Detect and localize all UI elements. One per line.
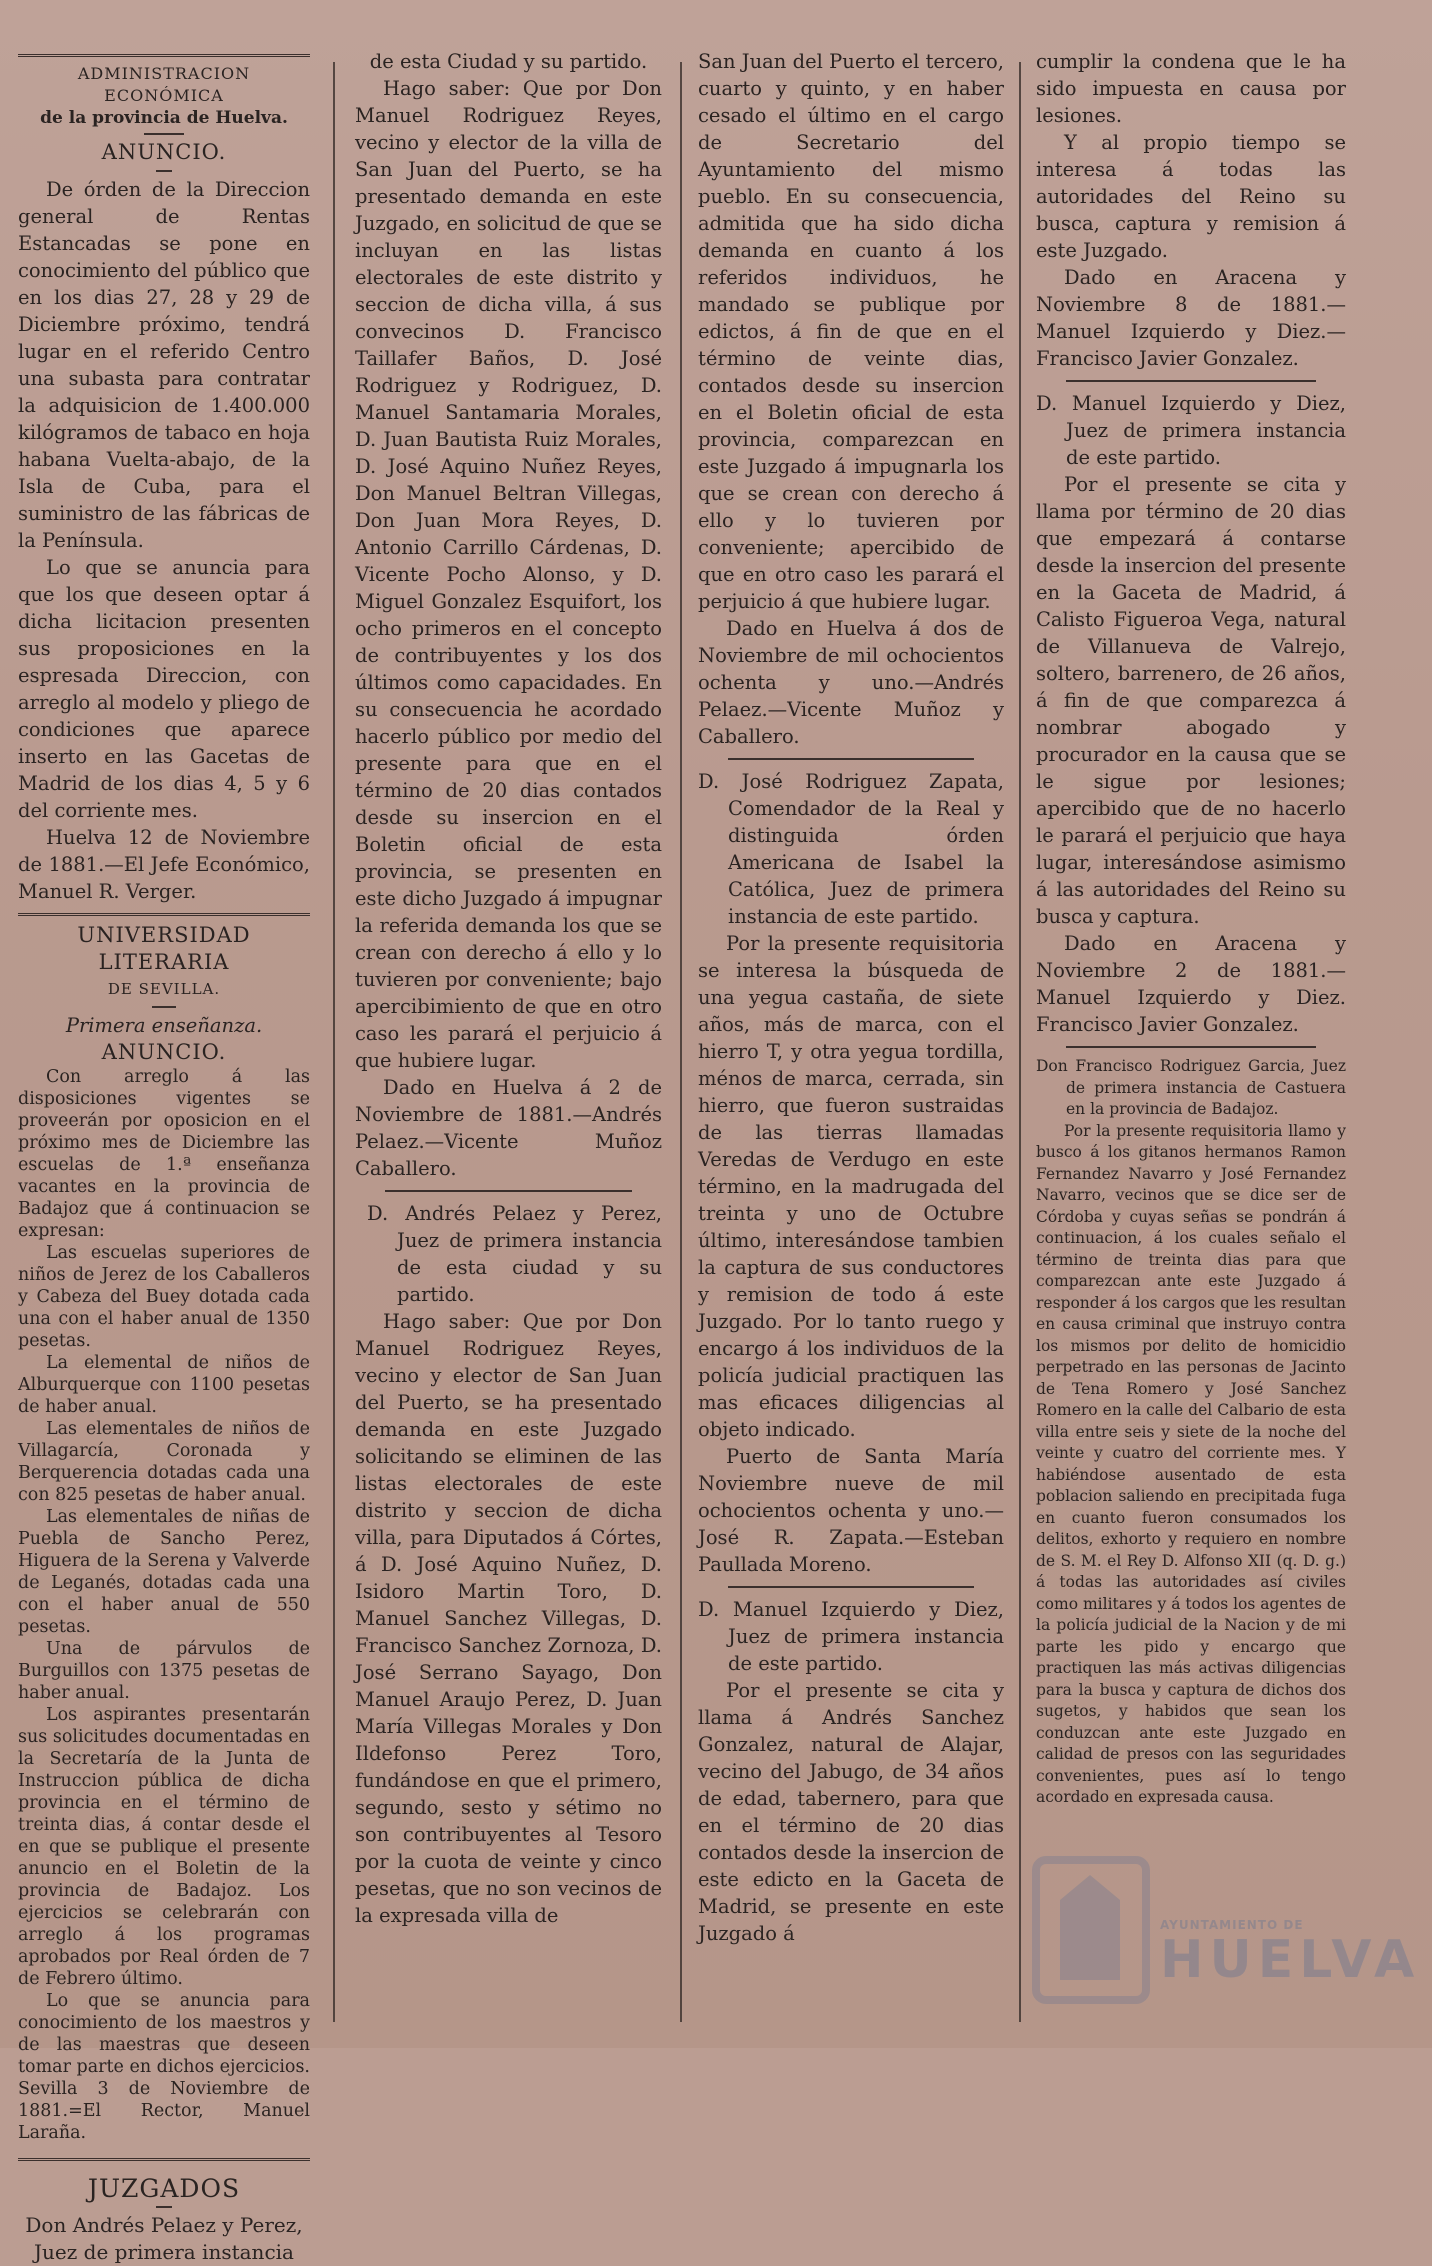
- heading: Don Andrés Pelaez y Perez,: [25, 2213, 303, 2237]
- heading: ADMINISTRACION ECONÓMICA: [77, 64, 251, 105]
- heading: D. Andrés Pelaez y Perez, Juez de primera instancia de esta ciudad y su partido.: [367, 1202, 662, 1306]
- notice-title: ANUNCIO.: [101, 140, 227, 164]
- heading: D. Manuel Izquierdo y Diez, Juez de primera instancia de este partido.: [1036, 392, 1346, 469]
- column-1: [18, 48, 310, 2266]
- paragraph: Huelva 12 de Noviembre de 1881.—El Jefe Económico, Manuel R. Verger.: [18, 826, 310, 903]
- divider: [18, 54, 310, 57]
- divider: [728, 758, 974, 760]
- paragraph: Las elementales de niños de Villagarcía, Coronada y Berquerencia dotadas cada una con 825 pesetas de haber anual.: [18, 1419, 310, 1505]
- paragraph: Lo que se anuncia para que los que deseen optar á dicha licitacion presenten sus proposiciones en la espresada Direccion, con arreglo al modelo y pliego de condiciones que aparece inserto en las Gacetas de Madrid de los dias 4, 5 y 6 del corriente mes.: [18, 556, 310, 822]
- divider: [18, 913, 310, 916]
- paragraph: De órden de la Direccion general de Rentas Estancadas se pone en conocimiento del público que en los dias 27, 28 y 29 de Diciembre próximo, tendrá lugar en el referido Centro una subasta para contratar la adquisicion de 1.400.000 kilógramos de tabaco en hoja habana Vuelta-abajo, de la Isla de Cuba, para el suministro de las fábricas de la Península.: [18, 178, 310, 552]
- heading: Don Francisco Rodriguez Garcia, Juez de primera instancia de Castuera en la provincia de Badajoz.: [1036, 1057, 1346, 1118]
- paragraph: Los aspirantes presentarán sus solicitudes documentadas en la Secretaría de la Junta de Instruccion pública de dicha provincia en el término de treinta dias, á contar desde el en que se publique el presente anuncio en el Boletin de la provincia de Badajoz. Los ejercicios se celebrarán con arreglo á los programas aprobados por Real órden de 7 de Febrero último.: [18, 1705, 310, 1989]
- column-2: [355, 48, 662, 1929]
- divider: [18, 2158, 310, 2161]
- notice-title: ANUNCIO.: [101, 1040, 227, 1064]
- section-title: JUZGADOS: [87, 2174, 241, 2203]
- heading: D. José Rodriguez Zapata, Comendador de la Real y distinguida órden Americana de Isabel la Católica, Juez de primera instancia de este partido.: [698, 770, 1004, 928]
- divider: [728, 1586, 974, 1588]
- paragraph: Dado en Huelva á 2 de Noviembre de 1881.—Andrés Pelaez.—Vicente Muñoz Caballero.: [355, 1076, 662, 1180]
- paragraph: San Juan del Puerto el tercero, cuarto y quinto, y en haber cesado el último en el cargo de Secretario del Ayuntamiento del mismo pueblo. En su consecuencia, admitida que ha sido dicha demanda en cuanto á los referidos individuos, he mandado se publique por edictos, á fin de que en el término de veinte dias, contados desde su insercion en el Boletin oficial de esta provincia, comparezcan en este Juzgado á impugnarla los que se crean con derecho á ello y lo tuvieren por conveniente; apercibido de que en otro caso les parará el perjuicio á que hubiere lugar.: [698, 50, 1004, 613]
- paragraph: Las elementales de niñas de Puebla de Sancho Perez, Higuera de la Serena y Valverde de Leganés, dotadas cada una con el haber anual de 550 pesetas.: [18, 1507, 310, 1637]
- paragraph: Una de párvulos de Burguillos con 1375 pesetas de haber anual.: [18, 1639, 310, 1703]
- paragraph: Dado en Huelva á dos de Noviembre de mil ochocientos ochenta y uno.—Andrés Pelaez.—Vicente Muñoz y Caballero.: [698, 617, 1004, 748]
- paragraph: Por el presente se cita y llama á Andrés Sanchez Gonzalez, natural de Alajar, vecino del Jabugo, de 34 años de edad, tabernero, para que en el término de 20 dias contados desde la insercion de este edicto en la Gaceta de Madrid, se presente en este Juzgado á: [698, 1679, 1004, 1945]
- divider: [1066, 380, 1316, 382]
- column-rule: [1019, 62, 1021, 2022]
- paragraph: Lo que se anuncia para conocimiento de los maestros y de las maestras que deseen tomar parte en dichos ejercicios. Sevilla 3 de Noviembre de 1881.=El Rector, Manuel Laraña.: [18, 1991, 310, 2143]
- heading: de la provincia de Huelva.: [40, 108, 288, 128]
- watermark-text: AYUNTAMIENTO DE HUELVA: [1160, 1918, 1421, 1990]
- paragraph: Por el presente se cita y llama por término de 20 dias que empezará á contarse desde la insercion del presente en la Gaceta de Madrid, á Calisto Figueroa Vega, natural de Villanueva de Valrejo, soltero, barrenero, de 26 años, á fin de que comparezca á nombrar abogado y procurador en la causa que se le sigue por lesiones; apercibido que de no hacerlo le parará el perjuicio que haya lugar, interesándose asimismo á las autoridades del Reino su busca y captura.: [1036, 473, 1346, 928]
- paragraph: Dado en Aracena y Noviembre 8 de 1881.—Manuel Izquierdo y Diez.—Francisco Javier Gonzalez.: [1036, 266, 1346, 370]
- column-rule: [333, 62, 335, 2022]
- paragraph: Las escuelas superiores de niños de Jerez de los Caballeros y Cabeza del Buey dotada cada una con el haber anual de 1350 pesetas.: [18, 1243, 310, 1351]
- divider: [144, 133, 184, 135]
- column-rule: [680, 62, 682, 2022]
- paragraph: cumplir la condena que le ha sido impuesta en causa por lesiones.: [1036, 50, 1346, 127]
- divider: [385, 1190, 632, 1192]
- heading: Primera enseñanza.: [65, 1014, 263, 1037]
- heading: UNIVERSIDAD LITERARIA: [77, 923, 251, 974]
- divider: [152, 1006, 176, 1008]
- paragraph: Por la presente requisitoria llamo y busco á los gitanos hermanos Ramon Fernandez Navarro y José Fernandez Navarro, vecinos que se dice ser de Córdoba y cuyas señas se pondrán á continuacion, á los cuales señalo el término de treinta dias para que comparezcan ante este Juzgado á responder á los cargos que les resultan en causa criminal que instruyo contra los mismos por delito de homicidio perpetrado en las personas de Jacinto de Tena Romero y José Sanchez Romero en la calle del Calbario de esta villa entre seis y siete de la noche del veinte y cuatro del corriente mes. Y habiéndose ausentado de esta poblacion saliendo en precipitada fuga en cuanto fueron consumados los delitos, exhorto y requiero en nombre de S. M. el Rey D. Alfonso XII (q. D. g.) á todas las autoridades así civiles como militares y á todos los agentes de la policía judicial de la Nacion y de mi parte les pido y encargo que practiquen las más activas diligencias para la busca y captura de dichos dos sugetos, y habidos que sean los conduzcan ante este Juzgado en calidad de presos con las seguridades convenientes, pues así lo tengo acordado en expresada causa.: [1036, 1121, 1346, 1806]
- paragraph: Hago saber: Que por Don Manuel Rodriguez Reyes, vecino y elector de San Juan del Puerto, se ha presentado demanda en este Juzgado solicitando se eliminen de las listas electorales de este distrito y seccion de dicha villa, para Diputados á Córtes, á D. José Aquino Nuñez, D. Isidoro Martin Toro, D. Manuel Sanchez Villegas, D. Francisco Sanchez Zornoza, D. José Serrano Sayago, Don Manuel Araujo Perez, D. Juan María Villegas Morales y Don Ildefonso Perez Toro, fundándose en que el primero, segundo, sesto y sétimo no son contribuyentes al Tesoro por la cuota de veinte y cinco pesetas, que no son vecinos de la expresada villa de: [355, 1310, 662, 1927]
- heading: D. Manuel Izquierdo y Diez, Juez de primera instancia de este partido.: [698, 1598, 1004, 1675]
- column-3: [698, 48, 1004, 1947]
- paragraph: Dado en Aracena y Noviembre 2 de 1881.—Manuel Izquierdo y Diez. Francisco Javier Gonzalez.: [1036, 932, 1346, 1036]
- paragraph: Y al propio tiempo se interesa á todas las autoridades del Reino su busca, captura y remision á este Juzgado.: [1036, 131, 1346, 262]
- paragraph: de esta Ciudad y su partido.: [369, 50, 648, 73]
- divider: [1066, 1046, 1316, 1048]
- column-4: [1036, 48, 1346, 1809]
- heading: DE SEVILLA.: [107, 980, 221, 998]
- heading: Juez de primera instancia: [34, 2240, 294, 2264]
- paragraph: La elemental de niños de Alburquerque con 1100 pesetas de haber anual.: [18, 1353, 310, 1417]
- paragraph: Puerto de Santa María Noviembre nueve de mil ochocientos ochenta y uno.—José R. Zapata.—Esteban Paullada Moreno.: [698, 1445, 1004, 1576]
- divider: [156, 2206, 172, 2208]
- divider: [156, 170, 172, 172]
- paragraph: Por la presente requisitoria se interesa la búsqueda de una yegua castaña, de siete años, más de marca, con el hierro T, y otra yegua tordilla, ménos de marca, cerrada, sin hierro, que fueron sustraidas de las tierras llamadas Veredas de Verdugo en este término, en la madrugada del treinta y uno de Octubre último, interesándose tambien la captura de sus conductores y remision de todo á este Juzgado. Por lo tanto ruego y encargo á los individuos de la policía judicial practiquen las mas eficaces diligencias al objeto indicado.: [698, 932, 1004, 1441]
- paragraph: Hago saber: Que por Don Manuel Rodriguez Reyes, vecino y elector de la villa de San Juan del Puerto, se ha presentado demanda en este Juzgado, en solicitud de que se incluyan en las listas electorales de este distrito y seccion de dicha villa, á sus convecinos D. Francisco Taillafer Baños, D. José Rodriguez y Rodriguez, D. Manuel Santamaria Morales, D. Juan Bautista Ruiz Morales, D. José Aquino Nuñez Reyes, Don Manuel Beltran Villegas, Don Juan Mora Reyes, D. Antonio Carrillo Cárdenas, D. Vicente Pocho Alonso, y D. Miguel Gonzalez Esquifort, los ocho primeros en el concepto de contribuyentes y los dos últimos como capacidades. En su consecuencia he acordado hacerlo público por medio del presente para que en el término de 20 dias contados desde su insercion en el Boletin oficial de esta provincia, se presenten en este dicho Juzgado á impugnar la referida demanda los que se crean con derecho á ello y lo tuvieren por conveniente; bajo apercibimiento de que en otro caso les parará el perjuicio á que hubiere lugar.: [355, 77, 662, 1072]
- paragraph: Con arreglo á las disposiciones vigentes se proveerán por oposicion en el próximo mes de Diciembre las escuelas de 1.ª enseñanza vacantes en la provincia de Badajoz que á continuacion se expresan:: [18, 1067, 310, 1241]
